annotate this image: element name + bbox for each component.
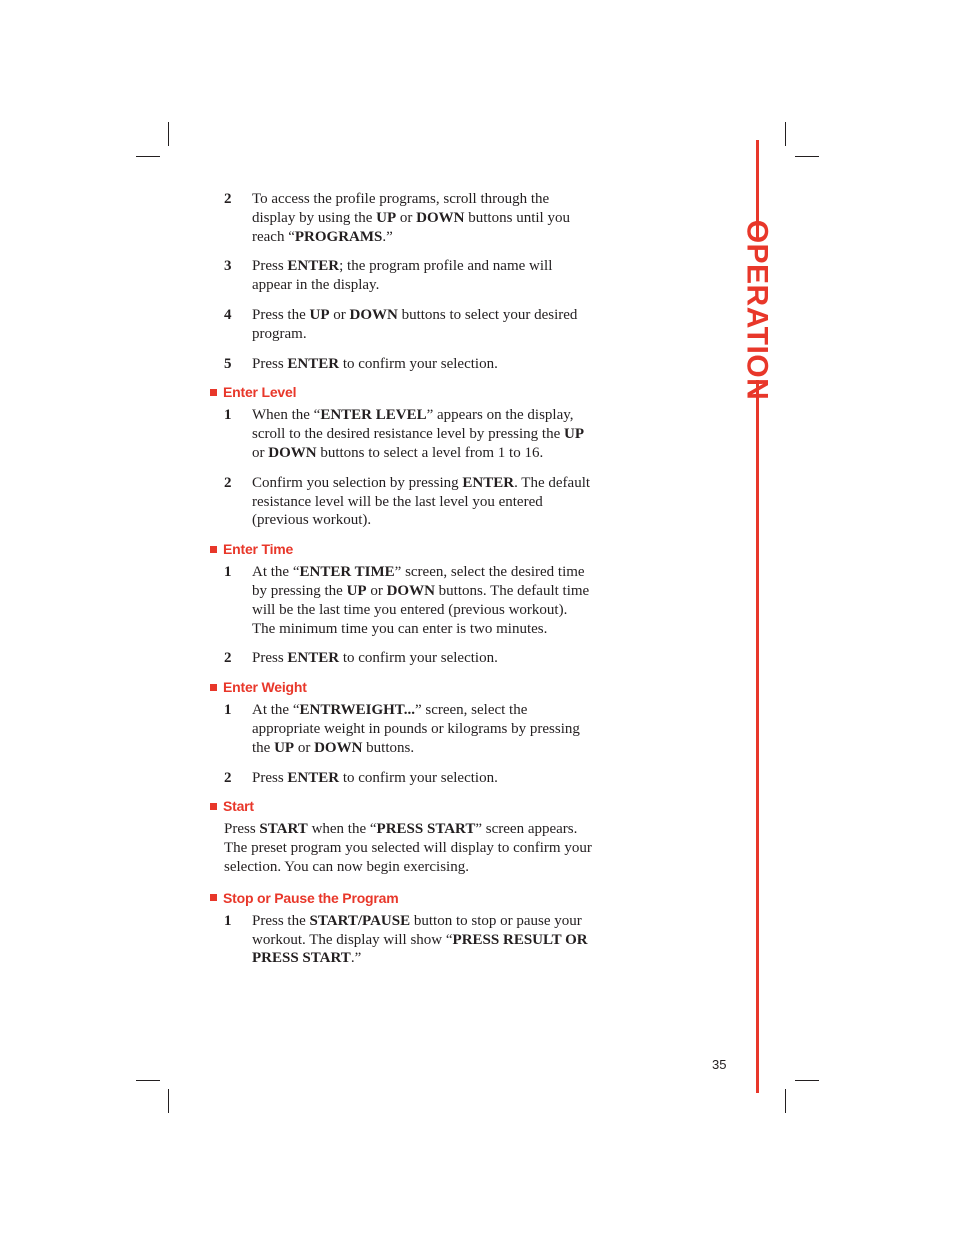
sections: [210, 384, 610, 968]
crop-mark: [168, 122, 169, 146]
section-heading-text: Enter Time: [223, 541, 294, 558]
bold-text: DOWN: [416, 209, 465, 226]
bold-text: PRESS RESULT OR PRESS START: [252, 931, 588, 967]
section-heading: [210, 679, 610, 695]
text-run: ” appears on the display, scroll to the desired resistance level by pressing the: [252, 407, 574, 443]
text-run: When the “: [252, 407, 321, 424]
text-run: button to stop or pause your workout. The display will show “: [252, 912, 582, 948]
crop-mark: [168, 1089, 169, 1113]
step-item: [210, 563, 610, 638]
bold-text: ENTER LEVEL: [320, 407, 427, 424]
text-run: or: [329, 306, 350, 323]
step-item: [210, 355, 610, 374]
bold-text: ENTER: [287, 258, 340, 275]
section-heading: [210, 798, 610, 814]
bold-text: DOWN: [386, 582, 435, 599]
step-number: 1: [224, 912, 232, 929]
bold-text: ENTER: [462, 474, 515, 491]
bold-text: ENTER: [287, 650, 340, 667]
text-run: To access the profile programs, scroll through the display by using the: [252, 191, 550, 226]
bold-text: DOWN: [349, 306, 398, 323]
step-number: 5: [224, 355, 232, 372]
step-item: [210, 649, 610, 668]
step-text: [252, 563, 592, 638]
text-run: .”: [350, 950, 362, 967]
text-run: buttons until you reach “: [252, 209, 570, 245]
step-text: [252, 701, 592, 757]
crop-mark: [785, 122, 786, 146]
step-number: 1: [224, 407, 232, 424]
text-run: Press: [252, 650, 288, 667]
text-run: buttons to select a level from 1 to 16.: [316, 444, 544, 461]
section-tab: [731, 219, 781, 401]
step-text: [252, 355, 592, 374]
bold-text: START: [259, 821, 308, 838]
text-run: Press the: [252, 912, 310, 929]
text-run: when the “: [307, 821, 377, 838]
section-enter-weight: [210, 679, 610, 787]
step-number: 2: [224, 191, 232, 207]
bold-text: PRESS START: [376, 821, 476, 838]
bold-text: DOWN: [314, 739, 363, 756]
page-content: [210, 190, 610, 979]
section-start: [210, 798, 610, 876]
bold-text: DOWN: [268, 444, 317, 461]
bold-text: START/PAUSE: [309, 912, 411, 929]
section-heading-text: Start: [223, 798, 254, 815]
crop-mark: [795, 156, 819, 157]
step-text: [252, 406, 592, 462]
section-heading: [210, 541, 610, 557]
text-run: Press: [252, 258, 288, 275]
section-enter-time: [210, 541, 610, 668]
step-item: [210, 257, 610, 295]
crop-mark: [136, 156, 160, 157]
intro-steps: [210, 190, 610, 373]
square-bullet-icon: [210, 389, 217, 396]
step-item: [210, 474, 610, 530]
step-item: [210, 190, 610, 246]
text-run: or: [366, 582, 387, 599]
step-number: 2: [224, 769, 232, 786]
step-text: [252, 306, 592, 344]
text-run: Press: [252, 769, 288, 786]
step-number: 1: [224, 564, 232, 581]
step-item: [210, 306, 610, 344]
square-bullet-icon: [210, 894, 217, 901]
text-run: ; the program profile and name will appear in the display.: [252, 258, 553, 294]
text-run: . The default resistance level will be the last level you entered (previous workout).: [252, 474, 591, 529]
square-bullet-icon: [210, 803, 217, 810]
bold-text: UP: [346, 582, 367, 599]
text-run: Press: [252, 355, 288, 372]
bold-text: PROGRAMS: [294, 228, 383, 245]
step-item: [210, 912, 610, 968]
bold-text: UP: [376, 209, 397, 226]
section-tab-label: OPERATION: [740, 219, 773, 401]
square-bullet-icon: [210, 546, 217, 553]
section-heading-text: Enter Weight: [223, 679, 307, 696]
step-number: 4: [224, 306, 232, 323]
section-enter-level: [210, 384, 610, 530]
section-heading: [210, 384, 610, 400]
step-item: [210, 701, 610, 757]
step-number: 2: [224, 474, 232, 491]
text-run: Press the: [252, 306, 310, 323]
section-heading: [210, 890, 610, 906]
crop-mark: [795, 1080, 819, 1081]
text-run: to confirm your selection.: [339, 355, 498, 372]
text-run: At the “: [252, 564, 300, 581]
text-run: or: [396, 209, 417, 226]
bold-text: ENTRWEIGHT...: [299, 702, 415, 719]
side-rule-bottom: [756, 380, 759, 1093]
section-paragraph: [210, 820, 599, 876]
step-text: [252, 257, 592, 295]
step-number: 3: [224, 258, 232, 275]
text-run: Press: [224, 821, 260, 838]
step-text: [252, 769, 592, 788]
bold-text: ENTER: [287, 769, 340, 786]
bold-text: UP: [564, 426, 584, 443]
step-text: [252, 912, 592, 968]
crop-mark: [136, 1080, 160, 1081]
step-text: [252, 649, 592, 668]
page-number: 35: [712, 1057, 727, 1072]
step-text: [252, 474, 592, 530]
step-item: [210, 406, 610, 462]
text-run: ” screen, select the appropriate weight in pounds or kilograms by pressing the: [252, 702, 580, 756]
text-run: buttons.: [362, 739, 415, 756]
text-run: ” screen, select the desired time by pressing the: [252, 564, 585, 599]
section-heading-text: Enter Level: [223, 384, 297, 401]
text-run: or: [252, 444, 269, 461]
crop-mark: [785, 1089, 786, 1113]
text-run: ” screen appears. The preset program you selected will display to confirm your selection. You can now begin exercising.: [224, 821, 592, 875]
text-run: .”: [382, 228, 393, 245]
text-run: At the “: [252, 702, 300, 719]
square-bullet-icon: [210, 684, 217, 691]
text-run: buttons to select your desired program.: [252, 306, 578, 342]
step-number: 2: [224, 650, 232, 667]
bold-text: UP: [309, 306, 330, 323]
text-run: or: [294, 739, 315, 756]
step-number: 1: [224, 702, 232, 719]
section-stop-or-pause: [210, 890, 610, 968]
text-run: to confirm your selection.: [339, 769, 498, 786]
text-run: to confirm your selection.: [339, 650, 498, 667]
text-run: buttons. The default time will be the last time you entered (previous workout). The minimum time you can enter is two minutes.: [252, 582, 590, 637]
text-run: Confirm you selection by pressing: [252, 474, 463, 491]
bold-text: ENTER TIME: [299, 564, 395, 581]
section-heading-text: Stop or Pause the Program: [223, 889, 399, 906]
step-text: [252, 190, 592, 246]
bold-text: UP: [274, 739, 295, 756]
step-item: [210, 769, 610, 788]
bold-text: ENTER: [287, 355, 340, 372]
